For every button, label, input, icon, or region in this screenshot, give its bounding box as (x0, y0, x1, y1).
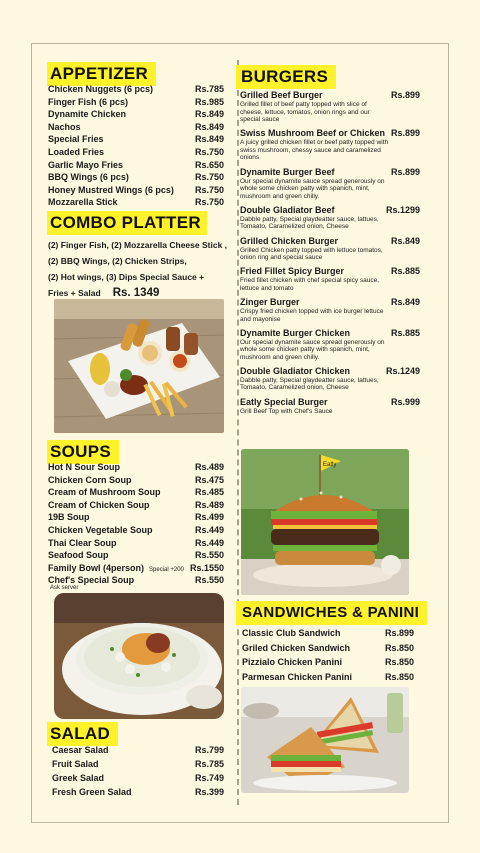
burger-item (240, 235, 420, 262)
item-price: Rs.749 (194, 773, 224, 783)
item-description: A juicy grilled chicken fillet or beef patty topped with swiss mushroom, chessy sauce and caramelized onions (240, 139, 389, 162)
item-price: Rs.799 (194, 745, 224, 755)
item-name: Chicken Corn Soup (48, 474, 132, 485)
burger-item (240, 204, 420, 231)
item-description: Crispy fried chicken topped with ice burger lettuce and mayonise (240, 307, 384, 323)
burger-photo (241, 449, 409, 595)
burger-item-header (240, 127, 420, 139)
item-name: Family Bowl (4person) (48, 562, 145, 573)
burger-item (240, 265, 420, 292)
combo-price: Rs. 1349 (112, 287, 160, 299)
soup-photo (54, 593, 224, 719)
sandwiches-title: SANDWICHES & PANINI (236, 601, 427, 625)
menu-item (48, 511, 224, 524)
item-name: Nachos (48, 121, 81, 132)
item-price: Rs.850 (384, 642, 414, 653)
menu-item (242, 655, 414, 670)
item-name: Grilled Beef Burger (240, 90, 323, 100)
item-name: Zinger Burger (240, 296, 300, 307)
item-name: Swiss Mushroom Beef or Chicken (240, 128, 386, 139)
item-name: Double Gladiator Beef (240, 204, 335, 215)
column-divider (237, 60, 239, 805)
item-price: Rs.1249 (385, 365, 420, 376)
item-description: Grill Beef Top with Chef's Sauce (240, 407, 333, 415)
item-price: Rs.499 (194, 512, 224, 523)
burger-item (240, 127, 420, 162)
item-price: Rs.750 (194, 146, 224, 157)
item-name: Thai Clear Soup (48, 537, 117, 548)
menu-item (48, 96, 224, 109)
burger-item (240, 296, 420, 323)
menu-item (48, 537, 224, 550)
menu-item (48, 83, 224, 96)
menu-item (48, 474, 224, 487)
item-name: Cream of Chicken Soup (48, 499, 150, 510)
menu-item (48, 171, 224, 184)
menu-item (52, 743, 224, 757)
item-price: Rs.449 (194, 524, 224, 535)
item-name: Finger Fish (6 pcs) (48, 96, 129, 107)
combo-line: Fries + Salad (48, 288, 101, 298)
burger-item-header (240, 166, 420, 178)
item-price: Rs.750 (194, 197, 224, 208)
burger-item-header (240, 396, 420, 408)
burger-item (240, 166, 420, 201)
item-name: Chicken Nuggets (6 pcs) (48, 84, 154, 94)
sandwich-photo (241, 687, 409, 793)
item-name: Double Gladiator Chicken (240, 365, 351, 376)
item-price: Rs.1299 (385, 204, 420, 215)
menu-item (48, 549, 224, 562)
combo-line: (2) Hot wings, (3) Dips Special Sauce + (48, 272, 205, 282)
item-name: Chicken Vegetable Soup (48, 524, 153, 535)
menu-item (48, 499, 224, 512)
item-price: Rs.785 (194, 84, 224, 94)
item-name: Fried Fillet Spicy Burger (240, 266, 345, 277)
burger-item-header (240, 365, 420, 377)
menu-item (48, 133, 224, 146)
item-note: Special +200 (149, 566, 184, 573)
burgers-list (240, 89, 420, 419)
burger-item (240, 396, 420, 416)
menu-item (48, 121, 224, 134)
item-description: Dabble patty, Special glaydeatter sauce, lattues, Tomaato, Caramelized onion, Cheese (240, 215, 379, 231)
burger-item (240, 89, 420, 124)
item-description: Dabble patty, Special glaydeatter sauce, lattues, Tomaato, Caramelized onion, Cheese (240, 376, 379, 392)
item-name: 19B Soup (48, 512, 90, 523)
burgers-title: BURGERS (236, 65, 336, 89)
item-name: Grilled Chicken Burger (240, 235, 339, 246)
burger-item-header (240, 204, 420, 216)
item-name: Classic Club Sandwich (242, 628, 341, 638)
appetizer-title: APPETIZER (47, 62, 156, 86)
item-price: Rs.750 (194, 172, 224, 183)
item-name: Loaded Fries (48, 146, 105, 157)
item-name: Pizzialo Chicken Panini (242, 657, 343, 667)
burger-item (240, 327, 420, 362)
item-name: Eatly Special Burger (240, 396, 328, 407)
item-name: Seafood Soup (48, 550, 109, 561)
burger-flag-text: Eatly (323, 462, 337, 468)
salad-title: SALAD (47, 722, 118, 746)
burger-item-header (240, 235, 420, 247)
menu-item (242, 670, 414, 685)
item-price: Rs.849 (390, 296, 420, 307)
item-name: Greek Salad (52, 773, 105, 783)
menu-item (48, 108, 224, 121)
soups-footnote: Ask server (50, 585, 79, 591)
sandwiches-list (242, 626, 414, 684)
burger-item-header (240, 296, 420, 308)
item-price: Rs.489 (194, 462, 224, 472)
item-name: Fruit Salad (52, 759, 99, 769)
item-price: Rs.999 (390, 396, 420, 407)
menu-item (52, 771, 224, 785)
item-price: Rs.1550 (189, 562, 224, 573)
item-name: Parmesan Chicken Panini (242, 671, 353, 682)
item-price: Rs.785 (194, 759, 224, 769)
item-price: Rs.849 (390, 235, 420, 246)
combo-line: (2) Finger Fish, (2) Mozzarella Cheese Stick , (48, 240, 228, 250)
item-name: Dynamite Burger Beef (240, 166, 335, 177)
menu-item (48, 184, 224, 197)
item-name: Chef's Special Soup (48, 575, 135, 586)
appetizer-list (48, 83, 224, 209)
item-price: Rs.849 (194, 121, 224, 132)
item-name: Caesar Salad (52, 745, 109, 755)
item-price: Rs.485 (194, 487, 224, 498)
menu-item (48, 461, 224, 474)
item-price: Rs.850 (384, 657, 414, 667)
burger-item-header (240, 265, 420, 277)
item-price: Rs.750 (194, 184, 224, 195)
item-price: Rs.550 (194, 550, 224, 561)
item-price: Rs.899 (390, 90, 420, 100)
menu-item (48, 486, 224, 499)
item-name: Dynamite Chicken (48, 109, 127, 120)
item-price: Rs.899 (384, 628, 414, 638)
soups-list (48, 461, 224, 587)
menu-item (52, 757, 224, 771)
item-name: Hot N Sour Soup (48, 462, 120, 472)
item-name: Garlic Mayo Fries (48, 159, 124, 170)
combo-platter-photo (54, 299, 224, 433)
item-price: Rs.850 (384, 671, 414, 682)
item-price: Rs.849 (194, 109, 224, 120)
item-description: Grilled fillet of beef patty topped with slice of cheese, lettuce, tomatos, onion rings and our special sauce (240, 101, 370, 124)
item-price: Rs.885 (390, 266, 420, 277)
burger-item (240, 365, 420, 392)
item-name: BBQ Wings (6 pcs) (48, 172, 129, 183)
soups-title: SOUPS (47, 440, 119, 464)
item-name: Fresh Green Salad (52, 787, 132, 797)
item-name: Honey Mustred Wings (6 pcs) (48, 184, 174, 195)
burger-item-header (240, 89, 420, 101)
item-name: Cream of Mushroom Soup (48, 487, 161, 498)
menu-item (242, 641, 414, 656)
item-price: Rs.899 (390, 128, 420, 139)
item-price: Rs.985 (194, 96, 224, 107)
item-name: Dynamite Burger Chicken (240, 327, 351, 338)
menu-item (52, 785, 224, 799)
combo-line: (2) BBQ Wings, (2) Chicken Strips, (48, 256, 187, 266)
combo-title: COMBO PLATTER (47, 211, 207, 235)
item-name: Mozzarella Stick (48, 197, 118, 208)
item-price: Rs.489 (194, 499, 224, 510)
salad-list (52, 743, 224, 799)
menu-item (48, 562, 224, 575)
item-description: Fried fillet chicken with chef special spicy sauce, lettuce and tomato (240, 277, 380, 292)
item-price: Rs.899 (390, 166, 420, 177)
menu-item (242, 626, 414, 641)
item-description: Grilled Chicken patty topped with lettuce tomatos, onion ring and special sauce (240, 246, 383, 262)
item-name: Griled Chicken Sandwich (242, 642, 351, 653)
item-price: Rs.399 (194, 787, 224, 797)
burger-item-header (240, 327, 420, 339)
item-price: Rs.849 (194, 134, 224, 145)
menu-item (48, 146, 224, 159)
item-price: Rs.449 (194, 537, 224, 548)
combo-description (48, 237, 228, 301)
item-price: Rs.885 (390, 327, 420, 338)
item-name: Special Fries (48, 134, 104, 145)
item-price: Rs.475 (194, 474, 224, 485)
item-price: Rs.550 (194, 575, 224, 586)
item-description: Our special dynamite sauce spread generously on whole some chicken patty with spanich, mint, mushroom and green chilly. (240, 338, 385, 361)
item-price: Rs.650 (194, 159, 224, 170)
menu-item (48, 159, 224, 172)
item-description: Our special dynamite sauce spread generously on whole some chicken patty with spanich, mint, mushroom and green chilly. (240, 177, 385, 200)
menu-item (48, 524, 224, 537)
menu-item (48, 196, 224, 209)
